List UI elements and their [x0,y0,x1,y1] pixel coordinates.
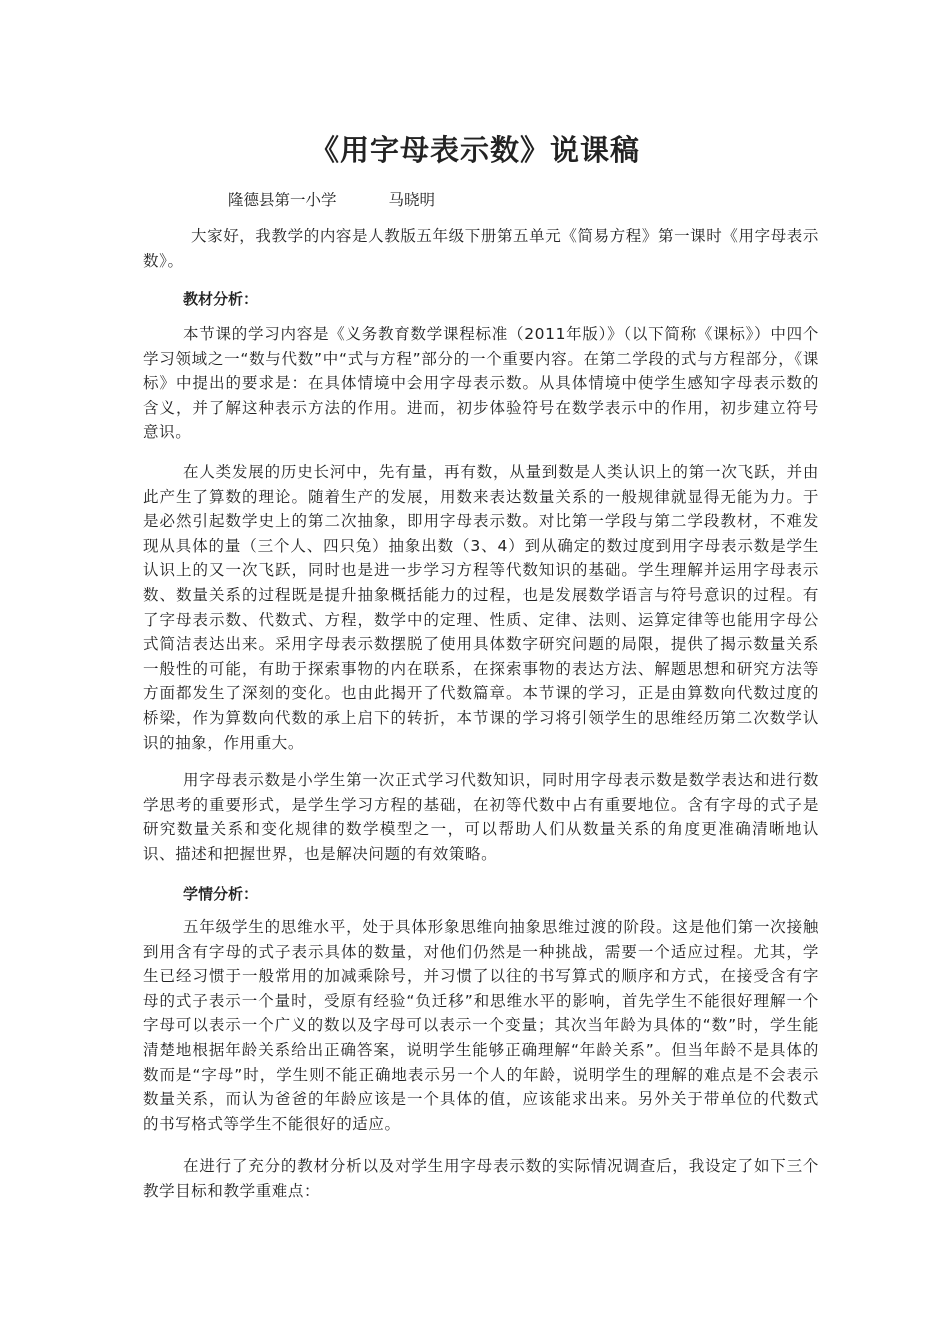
textbook-analysis-paragraph-2: 在人类发展的历史长河中，先有量，再有数，从量到数是人类认识上的第一次飞跃，并由此产生了算数的理论。随着生产的发展，用数来表达数量关系的一般规律就显得无能为力。于是必然引起数学史上的第二次抽象，即用字母表示数。对比第一学段与第二学段教材，不难发现从具体的量（三个人、四只兔）抽象出数（3、4）到从确定的数过度到用字母表示数是学生认识上的又一次飞跃，同时也是进一步学习方程等代数知识的基础。学生理解并运用字母表示数、数量关系的过程既是提升抽象概括能力的过程，也是发展数学语言与符号意识的过程。有了字母表示数、代数式、方程，数学中的定理、性质、定律、法则、运算定律等也能用字母公式简洁表达出来。采用字母表示数摆脱了使用具体数字研究问题的局限，提供了揭示数量关系一般性的可能，有助于探索事物的内在联系，在探索事物的表达方法、解题思想和研究方法等方面都发生了深刻的变化。也由此揭开了代数篇章。本节课的学习，正是由算数向代数过度的桥梁，作为算数向代数的承上启下的转折，本节课的学习将引领学生的思维经历第二次数学认识的抽象，作用重大。 [143,463,819,752]
textbook-analysis-paragraph-3: 用字母表示数是小学生第一次正式学习代数知识，同时用字母表示数是数学表达和进行数学思考的重要形式，是学生学习方程的基础，在初等代数中占有重要地位。含有字母的式子是研究数量关系和变化规律的数学模型之一，可以帮助人们从数量关系的角度更准确清晰地认识、描述和把握世界，也是解决问题的有效策略。 [143,771,819,863]
student-analysis-paragraph-1: 五年级学生的思维水平，处于具体形象思维向抽象思维过渡的阶段。这是他们第一次接触到用含有字母的式子表示具体的数量，对他们仍然是一种挑战，需要一个适应过程。尤其，学生已经习惯于一般常用的加减乘除号，并习惯了以往的书写算式的顺序和方式，在接受含有字母的式子表示一个量时，受原有经验“负迁移”和思维水平的影响，首先学生不能很好理解一个字母可以表示一个广义的数以及字母可以表示一个变量；其次当年龄为具体的“数”时，学生能清楚地根据年龄关系给出正确答案，说明学生能够正确理解“年龄关系”。但当年龄不是具体的数而是“字母”时，学生则不能正确地表示另一个人的年龄，说明学生的理解的难点是不会表示数量关系，而认为爸爸的年龄应该是一个具体的值，应该能求出来。另外关于带单位的代数式的书写格式等学生不能很好的适应。 [143,918,819,1133]
document-title: 《用字母表示数》说课稿 [309,133,640,167]
school-name: 隆德县第一小学 [228,191,337,209]
textbook-analysis-paragraph-1: 本节课的学习内容是《义务教育数学课程标准（2011年版）》（以下简称《课标》）中四个学习领域之一“数与代数”中“式与方程”部分的一个重要内容。在第二学段的式与方程部分，《课标》中提出的要求是：在具体情境中会用字母表示数。从具体情境中使学生感知字母表示数的含义，并了解这种表示方法的作用。进而，初步体验符号在数学表示中的作用，初步建立符号意识。 [143,325,819,442]
author-name: 马晓明 [388,191,436,209]
student-analysis-paragraph-2: 在进行了充分的教材分析以及对学生用字母表示数的实际情况调查后，我设定了如下三个教学目标和教学重难点： [143,1157,819,1200]
section-heading-student-analysis: 学情分析： [183,885,259,903]
author-line [228,188,435,212]
section-heading-textbook-analysis: 教材分析： [183,290,259,308]
intro-paragraph: 大家好，我教学的内容是人教版五年级下册第五单元《简易方程》第一课时《用字母表示数》。 [143,227,819,270]
